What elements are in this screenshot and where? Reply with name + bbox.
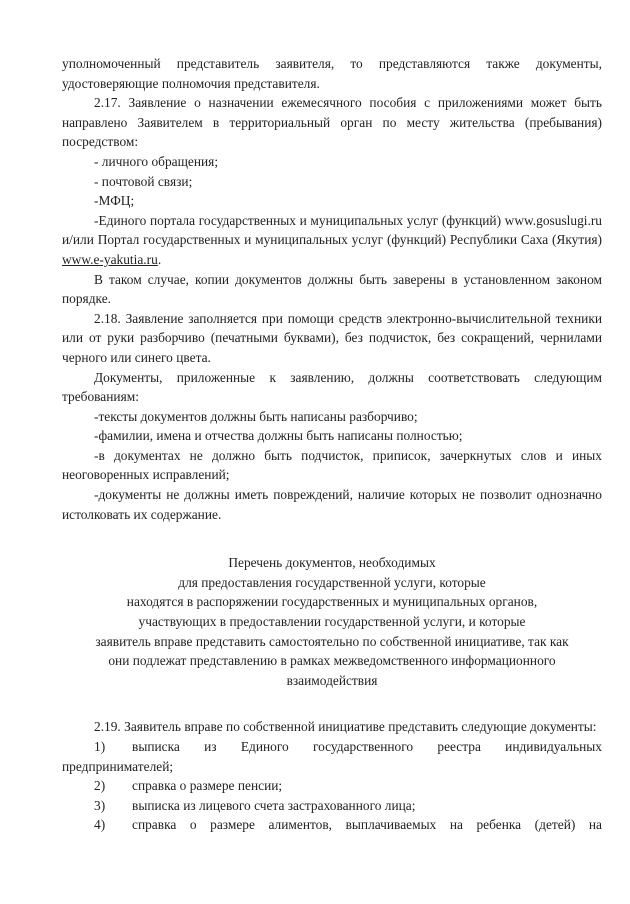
list-item-text: справка о размере алиментов, выплачиваемых на ребенка (детей) на — [132, 817, 602, 833]
heading-line: взаимодействия — [286, 672, 378, 688]
heading-line: они подлежат представлению в рамках межведомственного информационного — [108, 653, 556, 669]
submit-way-mfc: -МФЦ; — [94, 193, 135, 209]
heading-line: заявитель вправе представить самостоятельно по собственной инициативе, так как — [95, 633, 569, 649]
list-item-text: выписка из Единого государственного реестра индивидуальных предпринимателей; — [62, 739, 602, 774]
requirement-full-names: -фамилии, имена и отчества должны быть написаны полностью; — [94, 428, 463, 444]
portal-text: -Единого портала государственных и муниципальных услуг (функций) www.gosuslugi.ru и/или Портал государственных и муниципальных услуг (функций) Республики Саха (Якутия) — [62, 212, 602, 248]
docs-requirements-intro: Документы, приложенные к заявлению, должны соответствовать следующим требованиям: — [62, 369, 602, 405]
heading-line: находятся в распоряжении государственных и муниципальных органов, — [126, 594, 538, 610]
heading-line: участвующих в предоставлении государственной услуги, и которые — [138, 614, 526, 630]
list-item — [62, 737, 602, 776]
list-item-number: 4) — [94, 817, 106, 833]
heading-line: Перечень документов, необходимых — [228, 555, 436, 571]
list-item-number: 1) — [94, 739, 106, 754]
requirement-legible: -тексты документов должны быть написаны разборчиво; — [94, 408, 418, 424]
requirement-no-damage: -документы не должны иметь повреждений, наличие которых не позволит однозначно истолковать их содержание. — [62, 487, 602, 522]
intro-line-1: уполномоченный представитель заявителя, то представляются также документы, — [62, 56, 602, 71]
section-heading — [62, 553, 602, 690]
intro-line-2: удостоверяющие полномочия представителя. — [62, 75, 320, 91]
list-item — [62, 796, 602, 816]
portal-end: . — [157, 251, 162, 267]
list-item-number: 2) — [94, 778, 106, 794]
e-yakutia-link[interactable]: www.e-yakutia.ru — [62, 251, 158, 267]
heading-line: для предоставления государственной услуги, которые — [178, 574, 486, 590]
requirement-no-erasures: -в документах не должно быть подчисток, приписок, зачеркнутых слов и иных неоговоренных исправлений; — [62, 447, 602, 483]
list-item-text: выписка из лицевого счета застрахованного лица; — [132, 797, 416, 813]
copies-note: В таком случае, копии документов должны быть заверены в установленном законом порядке. — [62, 271, 602, 307]
list-item — [62, 815, 602, 835]
list-item-number: 3) — [94, 797, 106, 813]
document-page — [62, 54, 602, 835]
paragraph-2-18: 2.18. Заявление заполняется при помощи средств электронно-вычислительной техники или от руки разборчиво (печатными буквами), без подчисток, без сокращений, чернилами черного или синего цвета. — [62, 310, 602, 365]
paragraph-2-17: 2.17. Заявление о назначении ежемесячного пособия с приложениями может быть направлено Заявителем в территориальный орган по месту жительства (пребывания) посредством: — [62, 95, 602, 150]
submit-way-post: - почтовой связи; — [94, 173, 193, 189]
list-item — [62, 776, 602, 796]
portal-paragraph — [62, 211, 602, 270]
list-item-text: справка о размере пенсии; — [132, 778, 283, 794]
submit-way-personal: - личного обращения; — [94, 153, 219, 169]
paragraph-2-19: 2.19. Заявитель вправе по собственной инициативе представить следующие документы: — [94, 719, 597, 735]
